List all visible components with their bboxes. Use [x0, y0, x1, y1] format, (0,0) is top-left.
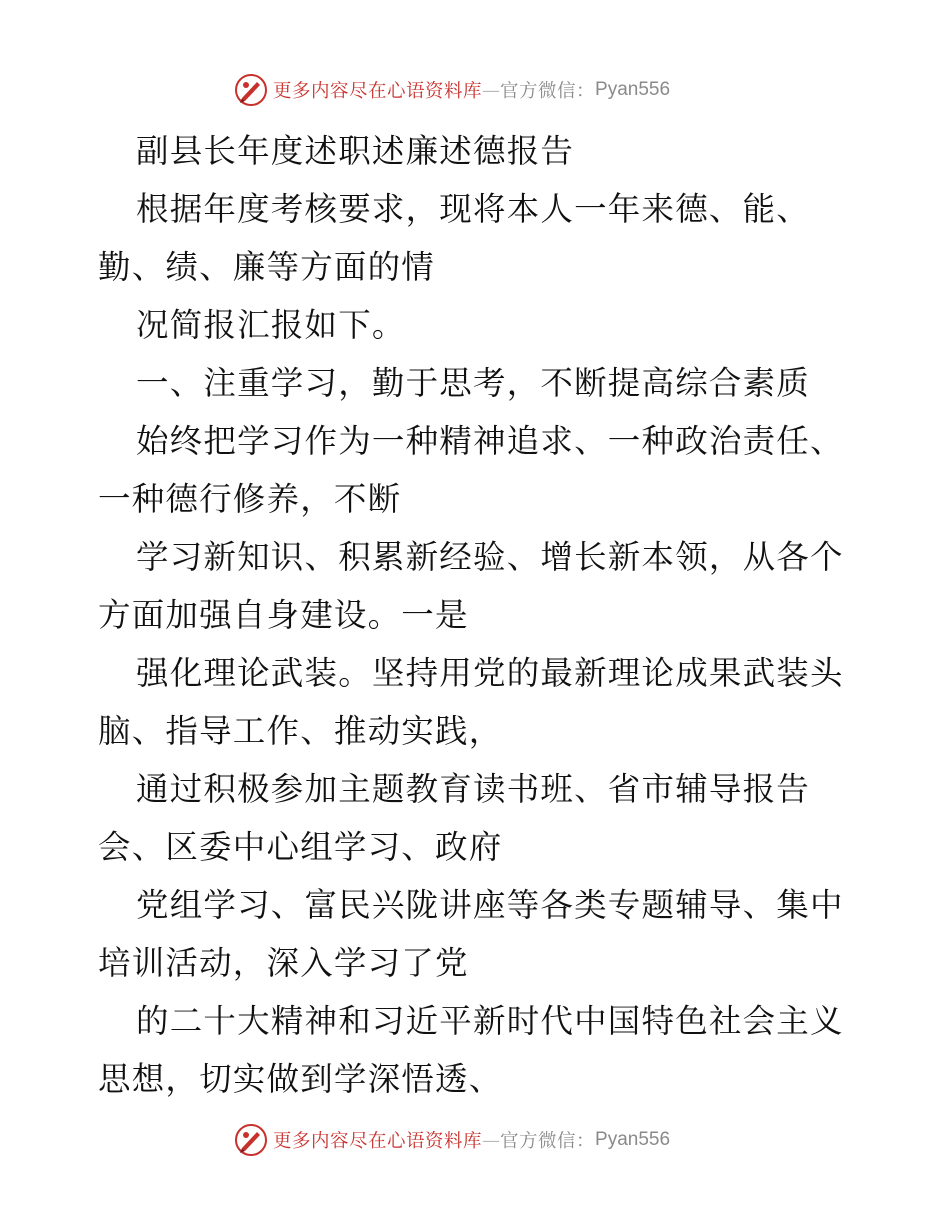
doc-line: 始终把学习作为一种精神追求、一种政治责任、	[136, 422, 844, 460]
doc-line: 学习新知识、积累新经验、增长新本领，从各个	[136, 538, 844, 576]
doc-line: 根据年度考核要求，现将本人一年来德、能、	[136, 190, 811, 228]
document-body	[98, 122, 858, 1108]
doc-line: 党组学习、富民兴陇讲座等各类专题辅导、集中	[136, 886, 844, 924]
doc-line: 会、区委中心组学习、政府	[98, 828, 503, 866]
doc-line: 方面加强自身建设。一是	[98, 596, 469, 634]
footer-banner	[233, 1122, 670, 1158]
doc-line: 的二十大精神和习近平新时代中国特色社会主义	[136, 1002, 844, 1040]
banner-dash: —	[482, 1129, 501, 1151]
banner-account: Pyan556	[595, 79, 671, 100]
doc-line: 况简报汇报如下。	[136, 306, 406, 344]
doc-line: 强化理论武装。坚持用党的最新理论成果武装头	[136, 654, 844, 692]
doc-line: 通过积极参加主题教育读书班、省市辅导报告	[136, 770, 811, 808]
pen-logo-icon	[233, 72, 269, 108]
banner-official-text: 官方微信：	[500, 1131, 596, 1152]
banner-site-text: 更多内容尽在心语资料库	[273, 81, 483, 102]
header-banner	[233, 72, 670, 108]
doc-line: 一种德行修养，不断	[98, 480, 402, 518]
banner-site-text: 更多内容尽在心语资料库	[273, 1131, 483, 1152]
doc-line: 脑、指导工作、推动实践，	[98, 712, 503, 750]
doc-title: 副县长年度述职述廉述德报告	[136, 132, 575, 170]
banner-dash: —	[482, 79, 501, 101]
doc-line: 培训活动，深入学习了党	[98, 944, 469, 982]
pen-logo-icon	[233, 1122, 269, 1158]
banner-account: Pyan556	[595, 1129, 671, 1150]
doc-line: 勤、绩、廉等方面的情	[98, 248, 436, 286]
banner-official-text: 官方微信：	[500, 81, 596, 102]
doc-line: 思想，切实做到学深悟透、	[98, 1060, 503, 1098]
section-heading: 一、注重学习，勤于思考，不断提高综合素质	[136, 364, 811, 402]
